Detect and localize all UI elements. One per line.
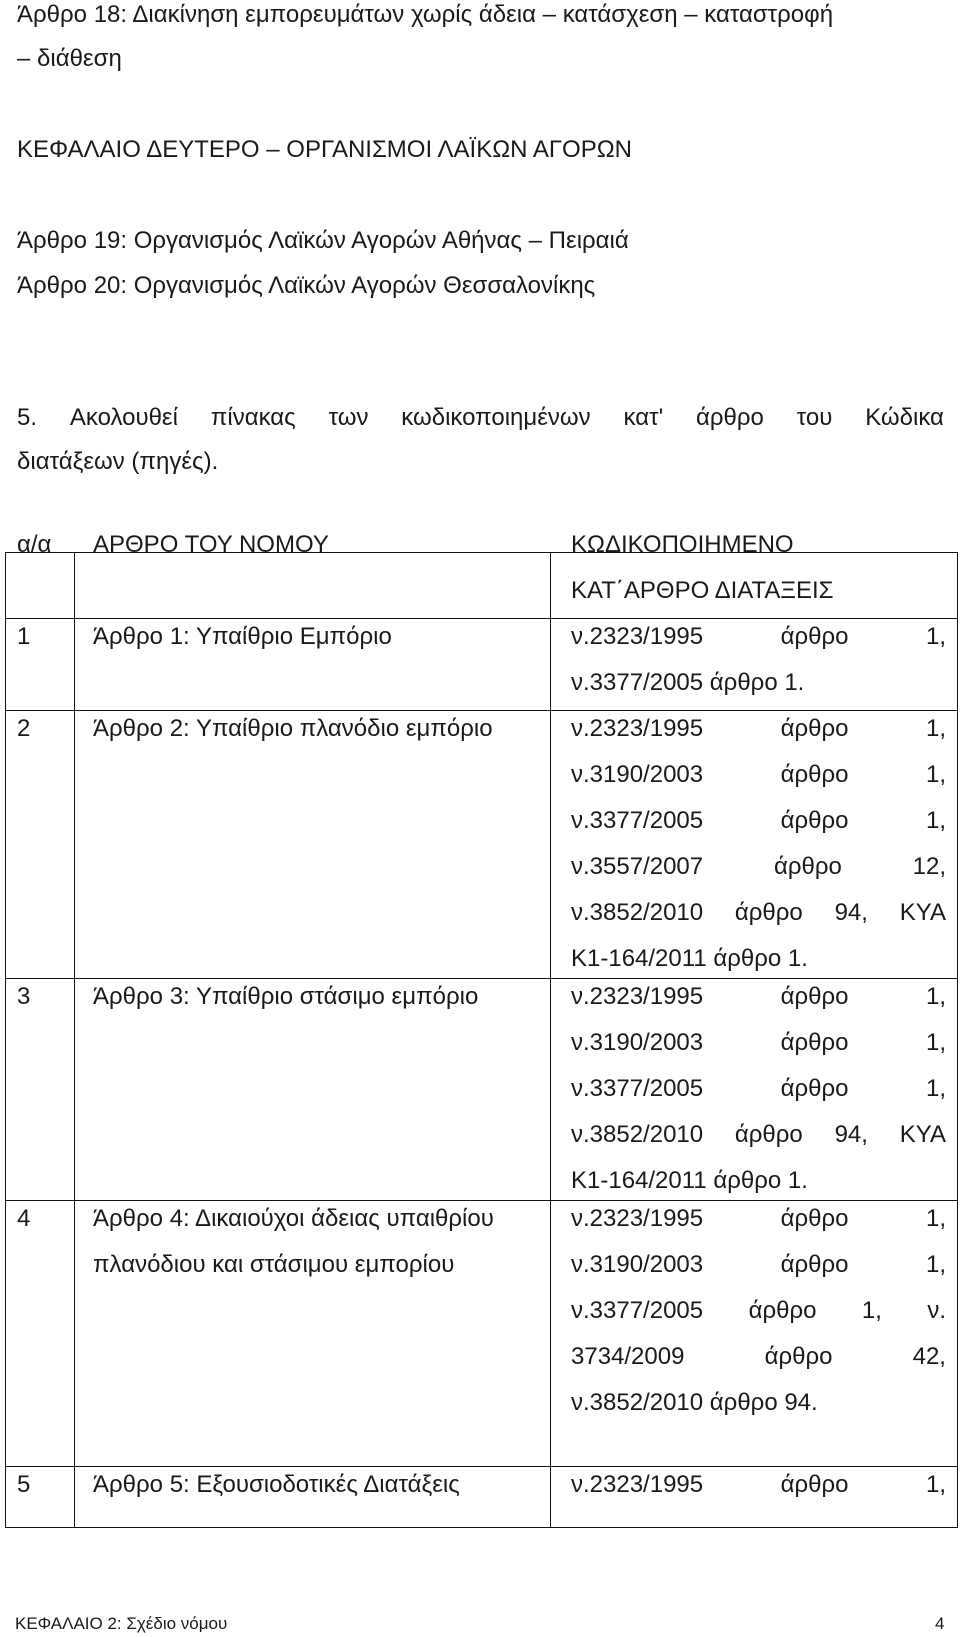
codification-table bbox=[5, 531, 958, 1528]
footer-chapter-label: ΚΕΦΑΛΑΙΟ 2: Σχέδιο νόμου bbox=[15, 1614, 228, 1633]
codified-word: ν.2323/1995 bbox=[571, 1471, 704, 1498]
codified-line bbox=[571, 898, 946, 944]
codified-line: ν.3852/2010 άρθρο 94. bbox=[571, 1389, 818, 1416]
codified-line bbox=[571, 982, 946, 1028]
codified-word: 1, bbox=[925, 1029, 946, 1056]
article-18-line-2: – διάθεση bbox=[17, 45, 122, 72]
row-divider bbox=[6, 618, 957, 619]
codified-line: Κ1-164/2011 άρθρο 1. bbox=[571, 945, 808, 972]
codified-word: ν.3190/2003 bbox=[571, 1029, 704, 1056]
column-divider bbox=[550, 553, 551, 1527]
codified-word: 3734/2009 bbox=[571, 1343, 685, 1370]
codified-word: άρθρο bbox=[780, 1075, 849, 1102]
codified-line bbox=[571, 1028, 946, 1074]
codified-word: άρθρο bbox=[780, 983, 849, 1010]
row-5-codified bbox=[571, 1470, 946, 1516]
codified-word: ν.3557/2007 bbox=[571, 853, 704, 880]
codified-word: 1, bbox=[925, 761, 946, 788]
row-2-codified bbox=[571, 714, 946, 990]
codified-word: ν.3377/2005 bbox=[571, 807, 704, 834]
codified-word: 1, bbox=[925, 983, 946, 1010]
article-line: Άρθρο 1: Υπαίθριο Εμπόριο bbox=[93, 623, 392, 650]
para5-word: Κώδικα bbox=[865, 404, 944, 431]
codified-word: ν.3190/2003 bbox=[571, 1251, 704, 1278]
row-3-article bbox=[93, 982, 538, 1028]
row-4-article bbox=[93, 1204, 538, 1296]
para5-word: του bbox=[796, 404, 833, 431]
codified-word: άρθρο bbox=[780, 623, 849, 650]
codified-word: 1, bbox=[925, 1251, 946, 1278]
codified-word: άρθρο bbox=[734, 899, 803, 926]
row-5-article bbox=[93, 1470, 538, 1516]
codified-word: ν.3852/2010 bbox=[571, 1121, 704, 1148]
row-3-codified bbox=[571, 982, 946, 1212]
codified-word: ν.2323/1995 bbox=[571, 1205, 704, 1232]
article-19: Άρθρο 19: Οργανισμός Λαϊκών Αγορών Αθήνας – Πειραιά bbox=[17, 227, 629, 254]
codified-word: 12, bbox=[912, 853, 946, 880]
codified-word: άρθρο bbox=[748, 1297, 817, 1324]
codified-line bbox=[571, 1074, 946, 1120]
codified-line bbox=[571, 852, 946, 898]
codified-line: ν.3377/2005 άρθρο 1. bbox=[571, 669, 805, 696]
header-codified-line-1: ΚΩΔΙΚΟΠΟΙΗΜΕΝΟ bbox=[571, 531, 794, 558]
codified-line bbox=[571, 622, 946, 668]
codified-word: άρθρο bbox=[780, 761, 849, 788]
codified-line bbox=[571, 1250, 946, 1296]
codified-word: άρθρο bbox=[764, 1343, 833, 1370]
codified-word: άρθρο bbox=[780, 715, 849, 742]
footer-page-number: 4 bbox=[935, 1614, 945, 1633]
para5-word: κωδικοποιημένων bbox=[401, 404, 591, 431]
codified-word: 1, bbox=[861, 1297, 882, 1324]
article-line: πλανόδιου και στάσιμου εμπορίου bbox=[93, 1251, 455, 1278]
codified-line bbox=[571, 1120, 946, 1166]
header-article: ΑΡΘΡΟ ΤΟΥ ΝΟΜΟΥ bbox=[93, 531, 329, 558]
codified-word: ν.2323/1995 bbox=[571, 715, 704, 742]
header-codified-line-2: ΚΑΤ΄ΑΡΘΡΟ ΔΙΑΤΑΞΕΙΣ bbox=[571, 577, 834, 604]
row-divider bbox=[6, 1466, 957, 1467]
codified-word: 1, bbox=[925, 1205, 946, 1232]
codified-word: 42, bbox=[912, 1343, 946, 1370]
codified-line: Κ1-164/2011 άρθρο 1. bbox=[571, 1167, 808, 1194]
article-line: Άρθρο 4: Δικαιούχοι άδειας υπαιθρίου bbox=[93, 1205, 494, 1232]
row-2-num: 2 bbox=[17, 715, 31, 742]
codified-word: ν.3852/2010 bbox=[571, 899, 704, 926]
para5-word: των bbox=[328, 404, 369, 431]
para5-word: άρθρο bbox=[696, 404, 764, 431]
codified-word: ν.3190/2003 bbox=[571, 761, 704, 788]
codified-line bbox=[571, 1296, 946, 1342]
para5-word: 5. bbox=[17, 404, 38, 431]
codified-word: άρθρο bbox=[780, 1251, 849, 1278]
codified-word: 1, bbox=[925, 1471, 946, 1498]
row-4-num: 4 bbox=[17, 1205, 31, 1232]
codified-line bbox=[571, 806, 946, 852]
article-20: Άρθρο 20: Οργανισμός Λαϊκών Αγορών Θεσσαλονίκης bbox=[17, 272, 596, 299]
row-2-article bbox=[93, 714, 538, 760]
header-num: α/α bbox=[17, 531, 52, 558]
codified-line bbox=[571, 1204, 946, 1250]
codified-word: 94, bbox=[834, 899, 868, 926]
chapter-title: ΚΕΦΑΛΑΙΟ ΔΕΥΤΕΡΟ – ΟΡΓΑΝΙΣΜΟΙ ΛΑΪΚΩΝ ΑΓΟΡΩΝ bbox=[17, 136, 632, 163]
row-1-num: 1 bbox=[17, 623, 31, 650]
row-1-article bbox=[93, 622, 538, 668]
codified-word: ν. bbox=[927, 1297, 946, 1324]
article-line: Άρθρο 5: Εξουσιοδοτικές Διατάξεις bbox=[93, 1471, 460, 1498]
paragraph-5-line-1 bbox=[17, 403, 944, 433]
codified-word: άρθρο bbox=[780, 1029, 849, 1056]
paragraph-5-line-2: διατάξεων (πηγές). bbox=[17, 448, 219, 475]
row-4-codified bbox=[571, 1204, 946, 1434]
codified-word: άρθρο bbox=[780, 1471, 849, 1498]
codified-word: ν.2323/1995 bbox=[571, 623, 704, 650]
codified-word: 1, bbox=[925, 715, 946, 742]
codified-word: ΚΥΑ bbox=[899, 899, 946, 926]
codified-line bbox=[571, 1342, 946, 1388]
codified-word: ΚΥΑ bbox=[899, 1121, 946, 1148]
para5-word: Ακολουθεί bbox=[69, 404, 178, 431]
codified-word: άρθρο bbox=[773, 853, 842, 880]
codified-line bbox=[571, 714, 946, 760]
codified-word: ν.3377/2005 bbox=[571, 1075, 704, 1102]
article-line: Άρθρο 3: Υπαίθριο στάσιμο εμπόριο bbox=[93, 983, 479, 1010]
para5-word: κατ' bbox=[623, 404, 664, 431]
codified-word: άρθρο bbox=[734, 1121, 803, 1148]
codified-word: άρθρο bbox=[780, 1205, 849, 1232]
codified-word: ν.3377/2005 bbox=[571, 1297, 704, 1324]
row-5-num: 5 bbox=[17, 1471, 31, 1498]
codified-word: 94, bbox=[834, 1121, 868, 1148]
article-line: Άρθρο 2: Υπαίθριο πλανόδιο εμπόριο bbox=[93, 715, 493, 742]
codified-line bbox=[571, 1470, 946, 1516]
column-divider bbox=[74, 553, 75, 1527]
article-18-line-1: Άρθρο 18: Διακίνηση εμπορευμάτων χωρίς άδεια – κατάσχεση – καταστροφή bbox=[17, 1, 834, 28]
codified-word: ν.2323/1995 bbox=[571, 983, 704, 1010]
row-3-num: 3 bbox=[17, 983, 31, 1010]
codified-word: άρθρο bbox=[780, 807, 849, 834]
codified-word: 1, bbox=[925, 1075, 946, 1102]
codified-word: 1, bbox=[925, 623, 946, 650]
para5-word: πίνακας bbox=[210, 404, 296, 431]
codified-line bbox=[571, 760, 946, 806]
row-1-codified bbox=[571, 622, 946, 714]
codified-word: 1, bbox=[925, 807, 946, 834]
